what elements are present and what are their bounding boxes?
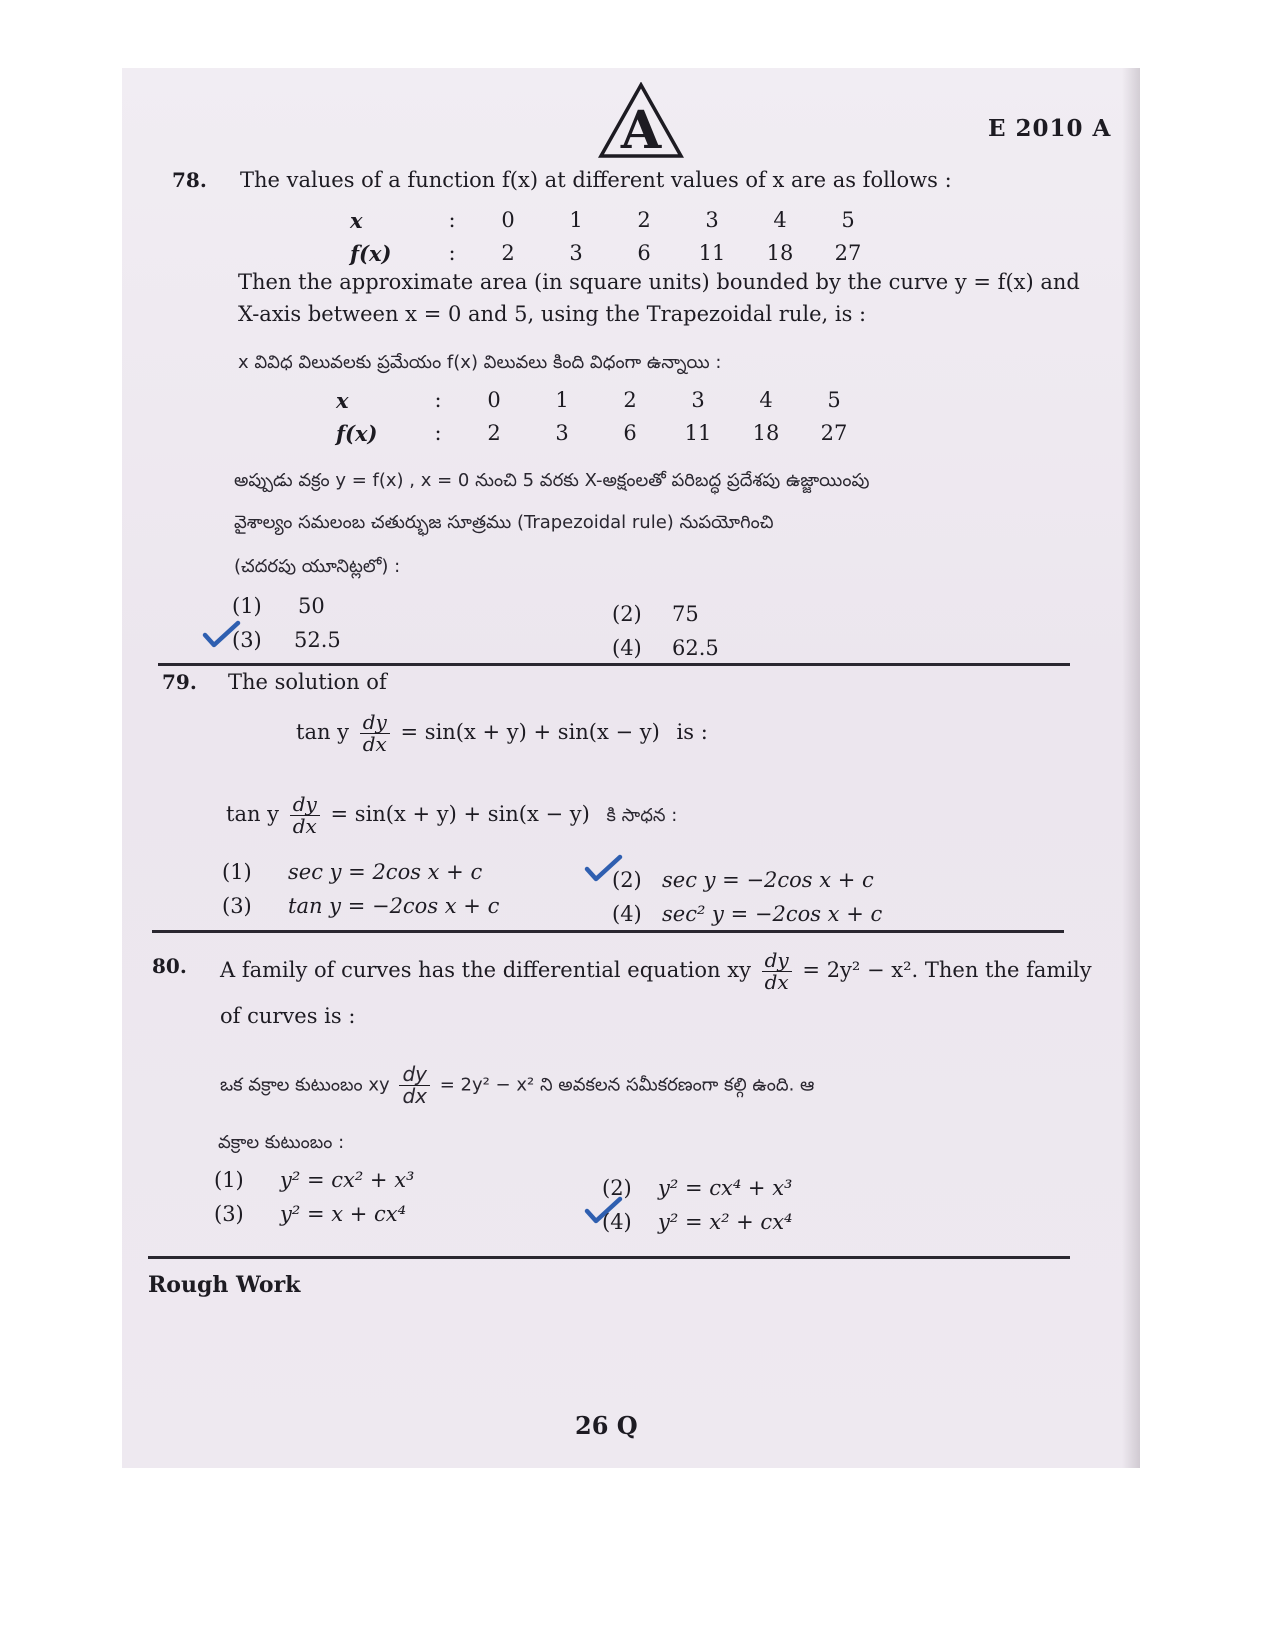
option-number: (3) — [232, 628, 262, 652]
fraction — [399, 1064, 430, 1107]
fx-value: 18 — [766, 241, 794, 265]
values-table-te — [336, 388, 868, 446]
option-text: 52.5 — [294, 628, 341, 652]
option-text: y² = x² + cx⁴ — [658, 1210, 793, 1234]
paper-code: E 2010 A — [988, 115, 1112, 142]
x-value: 3 — [691, 388, 705, 412]
x-label: x — [350, 208, 363, 233]
option-number: (4) — [612, 636, 642, 660]
fraction-denominator: dx — [362, 732, 387, 756]
x-value: 3 — [705, 208, 719, 232]
question-text: The values of a function f(x) at different values of x are as follows : — [240, 168, 952, 192]
option-text: 62.5 — [672, 636, 719, 660]
fx-value: 11 — [684, 421, 712, 445]
colon: : — [448, 241, 456, 265]
fraction-numerator: dy — [762, 950, 792, 972]
fx-value: 27 — [834, 241, 862, 265]
x-label: x — [336, 388, 349, 413]
option-number: (4) — [602, 1210, 632, 1234]
option-text: y² = cx⁴ + x³ — [658, 1176, 793, 1200]
equation-rhs: = sin(x + y) + sin(x − y) — [330, 802, 590, 826]
question-text-part: ఒక వక్రాల కుటుంబం xy — [220, 1074, 390, 1096]
fx-value: 6 — [623, 421, 637, 445]
question-text — [220, 950, 1092, 993]
question-text: X-axis between x = 0 and 5, using the Trapezoidal rule, is : — [238, 302, 867, 326]
fraction-denominator: dx — [764, 970, 789, 994]
question-text-telugu: (చదరపు యూనిట్లలో) : — [234, 556, 401, 577]
question-number: 80. — [152, 954, 187, 978]
fx-label: f(x) — [336, 421, 378, 446]
fraction-denominator: dx — [292, 814, 317, 838]
x-value: 2 — [623, 388, 637, 412]
fraction — [360, 712, 390, 755]
option-text: y² = cx² + x³ — [280, 1168, 415, 1192]
question-text-telugu: వైశాల్యం సమలంబ చతుర్భుజ సూత్రము (Trapezoidal rule) నుపయోగించి — [234, 512, 774, 533]
rough-work-heading: Rough Work — [148, 1272, 301, 1298]
fx-value: 11 — [698, 241, 726, 265]
fx-value: 2 — [487, 421, 501, 445]
values-table-en — [350, 208, 882, 266]
fraction-numerator: dy — [360, 712, 390, 734]
equation-lhs: tan y — [226, 802, 280, 826]
fx-value: 18 — [752, 421, 780, 445]
fraction-numerator: dy — [399, 1064, 430, 1086]
x-value: 1 — [555, 388, 569, 412]
option-number: (1) — [232, 594, 262, 618]
page-number: 26 Q — [575, 1411, 638, 1440]
booklet-series-logo — [598, 82, 684, 160]
option-number: (3) — [214, 1202, 244, 1226]
x-value: 0 — [487, 388, 501, 412]
option-number: (1) — [222, 860, 252, 884]
fraction-denominator: dx — [402, 1084, 427, 1108]
option-text: sec² y = −2cos x + c — [662, 902, 883, 926]
question-text: of curves is : — [220, 1004, 356, 1028]
option-number: (2) — [612, 868, 642, 892]
option-text: sec y = 2cos x + c — [288, 860, 483, 884]
question-number: 78. — [172, 168, 207, 192]
option-number: (1) — [214, 1168, 244, 1192]
colon: : — [434, 421, 442, 445]
equation — [296, 712, 708, 755]
logo-letter: A — [620, 100, 662, 160]
divider — [152, 930, 1064, 933]
option-text: y² = x + cx⁴ — [280, 1202, 407, 1226]
question-text: Then the approximate area (in square units) bounded by the curve y = f(x) and — [238, 270, 1080, 294]
x-value: 2 — [637, 208, 651, 232]
fx-value: 3 — [555, 421, 569, 445]
option-text: tan y = −2cos x + c — [288, 894, 500, 918]
x-value: 1 — [569, 208, 583, 232]
option-number: (4) — [612, 902, 642, 926]
divider — [158, 663, 1070, 666]
x-value: 5 — [841, 208, 855, 232]
fx-label: f(x) — [350, 241, 392, 266]
question-text-telugu — [220, 1064, 814, 1107]
x-value: 5 — [827, 388, 841, 412]
question-text-part: A family of curves has the differential equation xy — [220, 958, 751, 982]
colon: : — [448, 208, 456, 232]
x-value: 4 — [773, 208, 787, 232]
question-text-part: = 2y² − x². Then the family — [802, 958, 1092, 982]
equation-lhs: tan y — [296, 720, 350, 744]
x-value: 0 — [501, 208, 515, 232]
page-edge-shadow — [1122, 68, 1140, 1468]
divider — [148, 1256, 1070, 1259]
option-text: 75 — [672, 602, 699, 626]
fx-value: 3 — [569, 241, 583, 265]
fraction-numerator: dy — [290, 794, 320, 816]
question-number: 79. — [162, 670, 197, 694]
fraction — [290, 794, 320, 837]
question-text-part: = 2y² − x² ని అవకలన సమీకరణంగా కల్గి ఉంది. ఆ — [439, 1074, 815, 1096]
fx-value: 6 — [637, 241, 651, 265]
x-value: 4 — [759, 388, 773, 412]
equation-telugu — [226, 794, 677, 837]
colon: : — [434, 388, 442, 412]
question-text-telugu: వక్రాల కుటుంబం : — [218, 1132, 345, 1153]
fx-value: 2 — [501, 241, 515, 265]
question-suffix: is : — [676, 720, 708, 744]
question-text: The solution of — [228, 670, 387, 694]
option-number: (3) — [222, 894, 252, 918]
fraction — [762, 950, 792, 993]
option-text: sec y = −2cos x + c — [662, 868, 874, 892]
option-text: 50 — [298, 594, 325, 618]
question-text-telugu: అప్పుడు వక్రం y = f(x) , x = 0 నుంచి 5 వరకు X-అక్షంలతో పరిబద్ధ ప్రదేశపు ఉజ్జాయింపు — [234, 470, 870, 491]
equation-rhs: = sin(x + y) + sin(x − y) — [400, 720, 660, 744]
question-text-telugu: x వివిధ విలువలకు ప్రమేయం f(x) విలువలు కింది విధంగా ఉన్నాయి : — [238, 352, 722, 373]
option-number: (2) — [602, 1176, 632, 1200]
fx-value: 27 — [820, 421, 848, 445]
question-suffix-telugu: కి సాధన : — [606, 805, 678, 826]
option-number: (2) — [612, 602, 642, 626]
